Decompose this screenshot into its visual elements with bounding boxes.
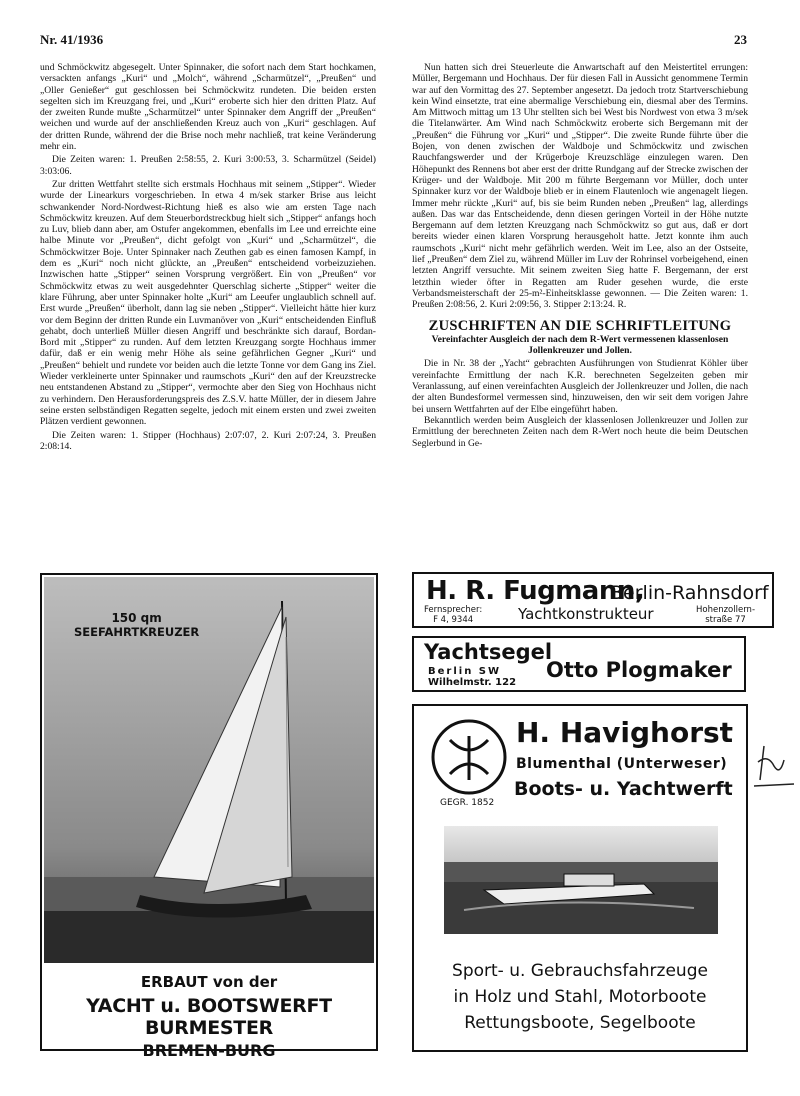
burmester-tagline	[42, 965, 376, 1060]
city-line: Berlin SW	[428, 666, 502, 677]
havighorst-place: Blumenthal (Unterweser)	[516, 756, 728, 772]
issue-number: Nr. 41/1936	[40, 32, 104, 47]
page-number: 23	[734, 32, 747, 47]
built-by-label: ERBAUT von der	[140, 973, 278, 991]
section-subtitle: Vereinfachter Ausgleich der nach dem R-Wert vermessenen klassenlosen Jollenkreuzer und Jollen.	[431, 333, 729, 357]
fugmann-advertisement	[412, 572, 774, 628]
article-paragraph: Zur dritten Wettfahrt stellte sich erstmals Hochhaus mit seinem „Stipper“. Wieder wurde der Linearkurs vorgeschrieben. In etwa 4 m/sek starker Brise aus leicht schwankender Nord-Nordwest-Richtung hieß es also wie am ersten Tage nach Schmöckwitz kreuzen. Auf dem Steuerbordstreckbug hielt sich „Stipper“ anfangs hoch zu Luv, blieb dann aber, am Ostufer angekommen, ebenfalls im Lee und erreichte eine halbe Minute vor „Preußen“, dicht gefolgt von „Kuri“ und „Scharmützel“, die Schmöckwitzer Boje. Unter Spinnaker nach Zeuthen gab es einen famosen Kampf, in dem es „Kuri“ noch nicht glückte, an „Preußen“ entscheidend vorbeizuziehen. Inzwischen hatte „Stipper“ seinen Vorsprung vergrößert. Ein von „Preußen“ vor Schmöckwitz etwas zu weit ausgedehnter Querschlag sicherte „Stipper“ weiter die klare Führung, aber unter Spinnaker holte „Kuri“ am Leeufer unglaublich schnell auf. Erst wurde „Preußen“ überholt, dann lag sie neben „Stipper“. Vielleicht hätte hier kurz vor dem Beginn der dritten Runde ein Luvmanöver von „Kuri“ entscheidenden Einfluß gehabt, doch unterließ Müller diesen Angriff und beschränkte sich darauf, Bordan-Bord mit „Stipper“ zu runden. Auf dem letzten Kreuzgang sorgte Hochhaus immer dafür, daß er ein wenig mehr Höhe als seine gefährlichen Gegner „Kuri“ und „Preußen“ behielt und rundete vor beiden auch die letzte Tonne vor dem Gang ins Ziel. Wieder verkleinerte unter Spinnaker und raumschots „Kuri“ den auf der Kreuzstrecke neu entstandenen Abstand zu „Stipper“, vermochte aber den Sieg von Hochhaus nicht zu verhindern. Den Herausforderungspreis des Z.S.V. hatte Müller, der in diesem Jahre seine ersten selbständigen Regatten segelte, jedoch mit einem ersten und zwei zweiten Plätzen verdient gewonnen.	[40, 178, 376, 428]
sail-caption	[74, 611, 199, 639]
article-paragraph: Die Zeiten waren: 1. Preußen 2:58:55, 2. Kuri 3:00:53, 3. Scharmützel (Seidel) 3:03:06.	[40, 154, 376, 177]
havighorst-services	[414, 958, 746, 1036]
plogmaker-address	[428, 666, 516, 688]
havighorst-logo	[430, 718, 508, 796]
service-line: Rettungsboote, Segelboote	[464, 1013, 696, 1033]
handwritten-margin-mark	[750, 740, 796, 790]
section-title: ZUSCHRIFTEN AN DIE SCHRIFTLEITUNG	[428, 317, 732, 334]
address-line: Hohenzollern-	[696, 605, 756, 615]
burmester-advertisement	[40, 573, 378, 1060]
article-paragraph: und Schmöckwitz abgesegelt. Unter Spinnaker, die sofort nach dem Start hochkamen, versackten anfangs „Kuri“ und „Molch“, während „Scharmützel“, „Preußen“ und „Oller Genießer“ gut geschlossen bei Schmöckwitz rundeten. Die beiden ersten segelten sich im Kreuzgang frei, und „Kuri“ eroberte sich hier den dritten Platz. Auf der zweiten Runde mußte „Scharmützel“ unter Spinnaker dem Angriff der „Preußen“ weichen und wurde auf der anschließenden Kreuz auch von „Kuri“ geschlagen. Auf der dritten Runde, während der die Brise noch mehr nachließ, trat keine Veränderung mehr ein.	[40, 62, 376, 153]
boat-type-label: SEEFAHRTKREUZER	[74, 625, 200, 639]
phone-label: Fernsprecher:	[424, 605, 483, 615]
havighorst-advertisement	[412, 704, 748, 1052]
phone-number: F 4, 9344	[433, 615, 474, 625]
fugmann-address	[696, 605, 755, 625]
address-line: straße 77	[705, 615, 746, 625]
fugmann-name: H. R. Fugmann,	[426, 576, 645, 606]
plogmaker-advertisement	[412, 636, 746, 692]
street-line: Wilhelmstr. 122	[428, 677, 517, 688]
fugmann-place: Berlin-Rahnsdorf	[610, 582, 769, 604]
motorboat-photo	[444, 826, 718, 934]
service-line: in Holz und Stahl, Motorboote	[453, 987, 707, 1007]
sail-area-label: 150 qm	[111, 611, 162, 625]
founded-label: GEGR. 1852	[440, 798, 495, 808]
article-paragraph: Die Zeiten waren: 1. Stipper (Hochhaus) 2:07:07, 2. Kuri 2:07:24, 3. Preußen 2:08:14.	[40, 429, 376, 452]
letter-paragraph: Die in Nr. 38 der „Yacht“ gebrachten Ausführungen von Studienrat Köhler über vereinfachte Ermittlung der nach K.R. berechneten Segelzeiten geben mir Veranlassung, auf einen vereinfachten Ausgleich der Jollenkreuzer und Jollen, die nach der alten Bundesformel vermessen sind, hinzuweisen, den wir seit dem vorigen Jahre bei unsern Wettfahrten auf der Elbe eingeführt haben.	[412, 358, 748, 415]
fugmann-phone-block	[424, 605, 482, 625]
sailboat-photo	[44, 577, 374, 963]
service-line: Sport- u. Gebrauchsfahrzeuge	[452, 961, 708, 981]
motorboat-illustration	[444, 826, 718, 934]
yachtsegel-title: Yachtsegel	[424, 640, 553, 664]
havighorst-name: H. Havighorst	[516, 716, 734, 749]
article-paragraph: Nun hatten sich drei Steuerleute die Anwartschaft auf den Meistertitel errungen: Müller, Bergemann und Hochhaus. Der für diesen Fall in Aussicht genommene Termin war auf den Vormittag des 27. September angesetzt. Da jedoch trotz Startverschiebung kein Wind einsetzte, trat eine abermalige Verschiebung ein, diesmal aber des Termins. Am Mittwoch mittag um 13 Uhr stellten sich bei West bis Nordwest von etwa 3 m/sek die Titelanwärter. Am Wind nach Schmöckwitz eroberte sich Bergemann mit der „Preußen“ die Führung vor „Kuri“ und „Stipper“. Die zweite Runde führte über die Bojen, von denen zwischen der Waldboje und Schmöckwitz und zwischen Rauchfangswerder und der Krügerboje Kreuzschläge einzulegen waren. Den Höhepunkt des Rennens bot aber erst der dritte Rundgang auf der Strecke zwischen der Krüger- und der Waldboje. Mit 200 m führte Bergemann vor Müller, doch unter Spinnaker kurz vor der Waldboje blieb er in einem Flautenloch wie angenagelt liegen. Immer mehr rückte „Kuri“ auf, bis sie beim Runden neben „Preußen“ lag, allerdings außen. Das war das Entscheidende, denn diesen geringen Vorteil in der Höhe nutzte Bergemann auf dem letzten Kreuzgang nach Schmöckwitz so gut aus, daß er dort bereits wieder einen klaren Vorsprung herausgeholt hatte. Jetzt konnte ihm auch raumschots „Kuri“ nicht mehr gefährlich werden. Weit im Lee, also an der Ostseite, lief „Preußen“ dem Ziel zu, während Müller im Luv der Rohrinsel vorbeigehend, einen letzten Angriff versuchte. Mit seinem zweiten Sieg hatte F. Bergemann, der erst letzthin wieder öfter in Regatten am Ruder gesehen wurde, die erste Verbandsmeisterschaft der 25-m²-Einheitsklasse gewonnen. — Die Zeiten waren: 1. Preußen 2:08:56, 2. Kuri 2:09:56, 3. Stipper 2:13:24. R.	[412, 62, 748, 311]
shipyard-name: YACHT u. BOOTSWERFT BURMESTER	[86, 995, 332, 1039]
right-column	[412, 62, 748, 449]
havighorst-business: Boots- u. Yachtwerft	[514, 778, 733, 800]
left-column	[40, 62, 376, 452]
fugmann-role: Yachtkonstrukteur	[518, 605, 654, 623]
letter-paragraph: Bekanntlich werden beim Ausgleich der klassenlosen Jollenkreuzer und Jollen zur Ermittlung der berechneten Zeiten nach dem R-Wert noch heute die beim Deutschen Seglerbund in Ge-	[412, 414, 748, 449]
plogmaker-name: Otto Plogmaker	[546, 658, 732, 682]
shipyard-location: BREMEN-BURG	[142, 1041, 276, 1060]
